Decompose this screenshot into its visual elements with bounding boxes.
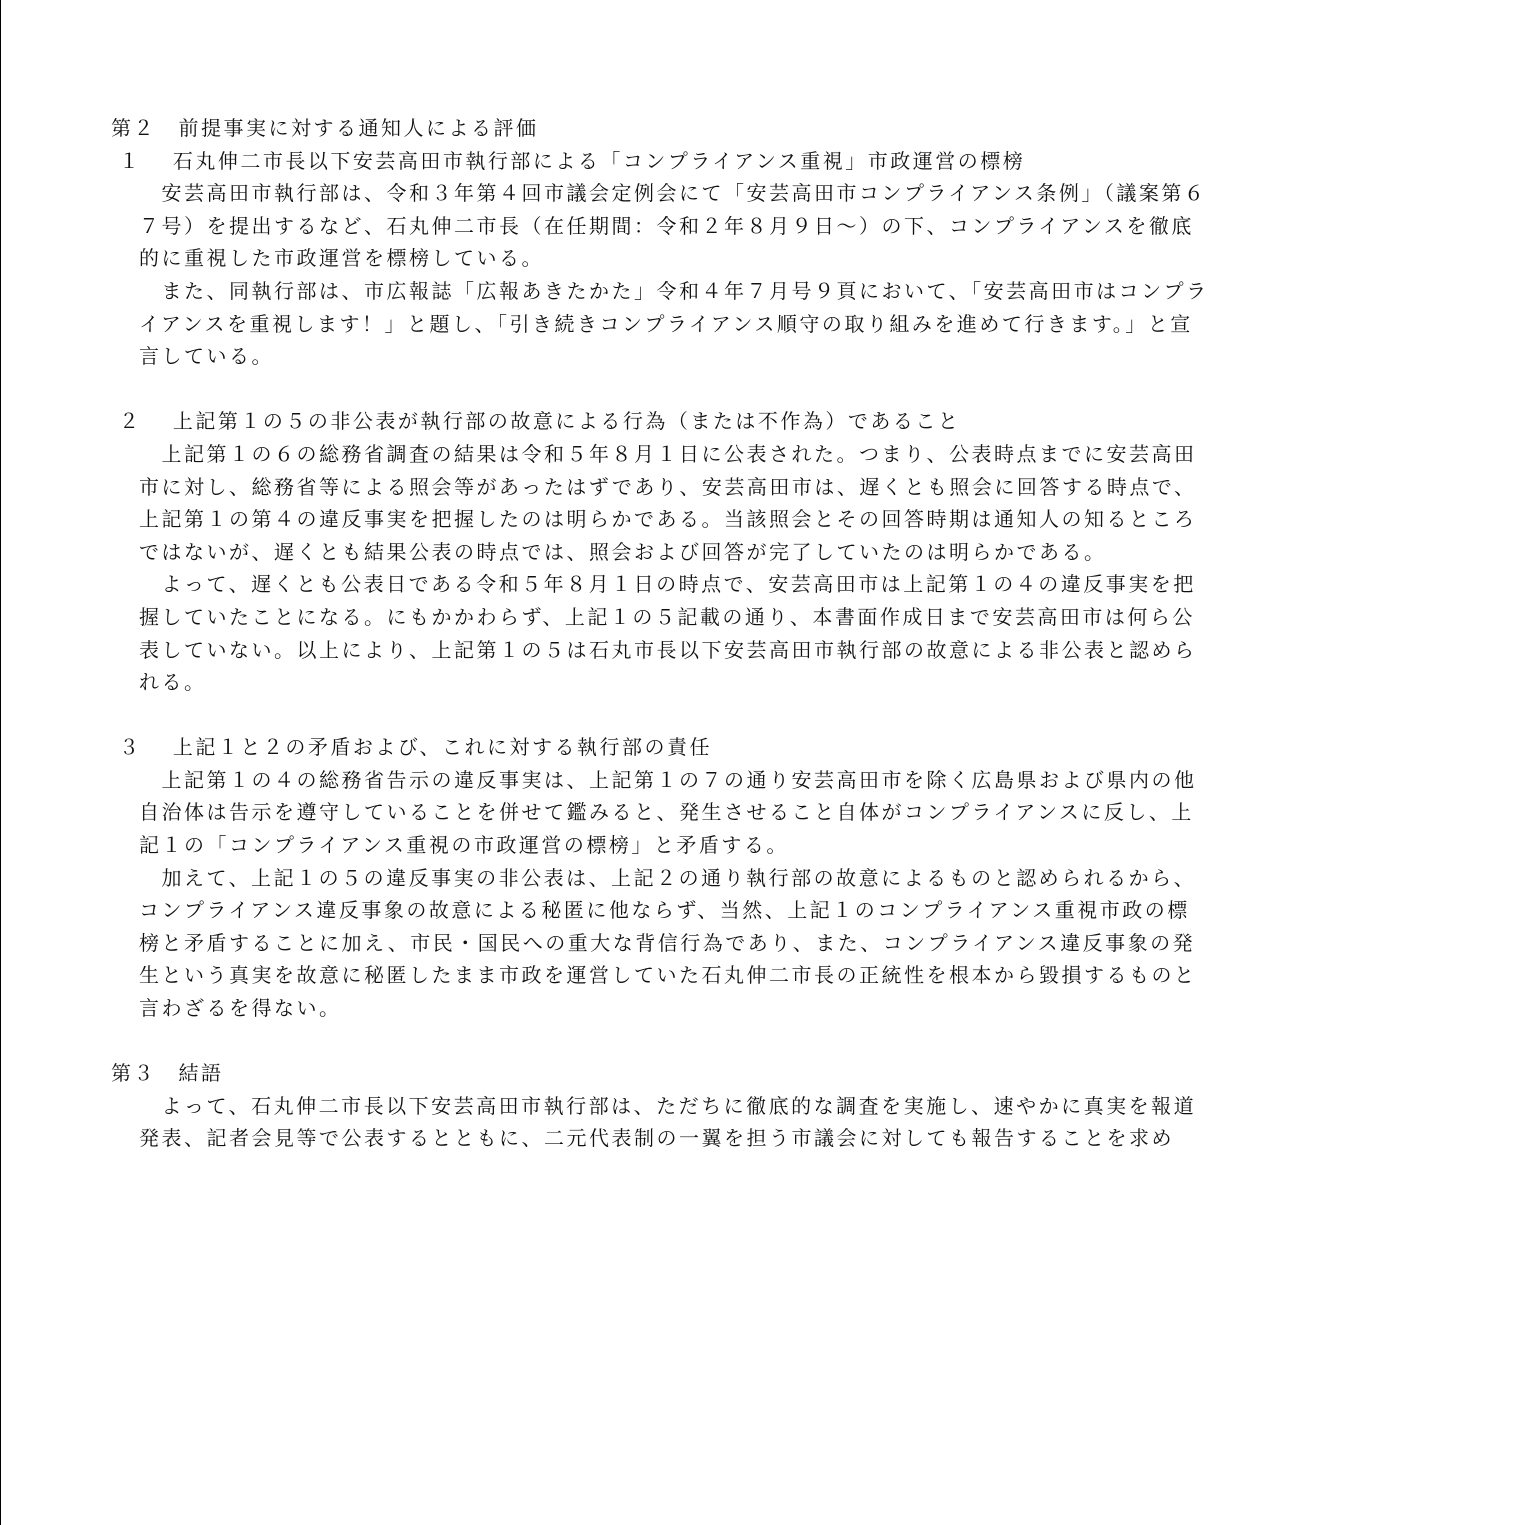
text-line: 言わざるを得ない。 bbox=[139, 996, 342, 1021]
text-line: れる。 bbox=[139, 670, 207, 695]
text-line: 榜と矛盾することに加え、市民・国民への重大な背信行為であり、また、コンプライアンス違反事象の発 bbox=[139, 930, 1196, 955]
text-line: 言している。 bbox=[139, 344, 274, 369]
text-line: 生という真実を故意に秘匿したまま市政を運営していた石丸伸二市長の正統性を根本から毀損するものと bbox=[139, 963, 1197, 988]
text-line: 発表、記者会見等で公表するとともに、二元代表制の一翼を担う市議会に対しても報告することを求め bbox=[139, 1126, 1174, 1151]
text-line: 自治体は告示を遵守していることを併せて鑑みると、発生させること自体がコンプライアンスに反し、上 bbox=[139, 800, 1194, 825]
text-line: 上記第１の第４の違反事実を把握したのは明らかである。当該照会とその回答時期は通知人の知るところ bbox=[139, 507, 1197, 532]
text-line: 表していない。以上により、上記第１の５は石丸市長以下安芸高田市執行部の故意による非公表と認めら bbox=[139, 637, 1197, 662]
text-line: 握していたことになる。にもかかわらず、上記１の５記載の通り、本書面作成日まで安芸高田市は何ら公 bbox=[139, 604, 1195, 629]
text-line: 安芸高田市執行部は、令和３年第４回市議会定例会にて「安芸高田市コンプライアンス条例」（議案第６ bbox=[139, 181, 1207, 206]
paragraph-1-1 bbox=[111, 177, 1421, 275]
text-line: 的に重視した市政運営を標榜している。 bbox=[139, 246, 544, 271]
text-line: また、同執行部は、市広報誌「広報あきたかた」令和４年７月号９頁において、「安芸高田市はコンプラ bbox=[139, 278, 1209, 303]
blank-line bbox=[111, 373, 1421, 406]
text-line: 市に対し、総務省等による照会等があったはずであり、安芸高田市は、遅くとも照会に回答する時点で、 bbox=[139, 474, 1197, 499]
text-line: ７号）を提出するなど、石丸伸二市長（在任期間：令和２年８月９日～）の下、コンプライアンスを徹底 bbox=[139, 213, 1194, 238]
paragraph-3-2 bbox=[111, 862, 1421, 1025]
text-line: よって、石丸伸二市長以下安芸高田市執行部は、ただちに徹底的な調査を実施し、速やかに真実を報道 bbox=[139, 1093, 1197, 1118]
paragraph-1-2 bbox=[111, 275, 1421, 373]
paragraph-2-1 bbox=[111, 438, 1421, 568]
subsection-title-1: １ 石丸伸二市長以下安芸高田市執行部による「コンプライアンス重視」市政運営の標榜 bbox=[119, 148, 1026, 173]
paragraph-3-1 bbox=[111, 764, 1421, 862]
text-line: 記１の「コンプライアンス重視の市政運営の標榜」と矛盾する。 bbox=[139, 833, 789, 858]
text-line: ではないが、遅くとも結果公表の時点では、照会および回答が完了していたのは明らかである。 bbox=[139, 539, 1107, 564]
document-body bbox=[111, 112, 1421, 1155]
paragraph-2-2 bbox=[111, 568, 1421, 698]
blank-line bbox=[111, 699, 1421, 732]
section-heading-3: 第３ 結語 bbox=[111, 1061, 224, 1086]
text-line: 上記第１の６の総務省調査の結果は令和５年８月１日に公表された。つまり、公表時点までに安芸高田 bbox=[139, 441, 1197, 466]
text-line: 加えて、上記１の５の違反事実の非公表は、上記２の通り執行部の故意によるものと認められるから、 bbox=[139, 865, 1197, 890]
paragraph-4-1 bbox=[111, 1090, 1421, 1155]
text-line: 上記第１の４の総務省告示の違反事実は、上記第１の７の通り安芸高田市を除く広島県および県内の他 bbox=[139, 767, 1197, 792]
text-line: イアンスを重視します！」と題し、「引き続きコンプライアンス順守の取り組みを進めて行きます。」と宣 bbox=[139, 311, 1193, 336]
subsection-title-3: ３ 上記１と２の矛盾および、これに対する執行部の責任 bbox=[119, 735, 713, 760]
blank-line bbox=[111, 1025, 1421, 1058]
text-line: コンプライアンス違反事象の故意による秘匿に他ならず、当然、上記１のコンプライアンス重視市政の標 bbox=[139, 898, 1190, 923]
section-heading-2: 第２ 前提事実に対する通知人による評価 bbox=[111, 116, 539, 140]
text-line: よって、遅くとも公表日である令和５年８月１日の時点で、安芸高田市は上記第１の４の違反事実を把 bbox=[139, 572, 1196, 597]
subsection-title-2: ２ 上記第１の５の非公表が執行部の故意による行為（または不作為）であること bbox=[119, 409, 961, 434]
